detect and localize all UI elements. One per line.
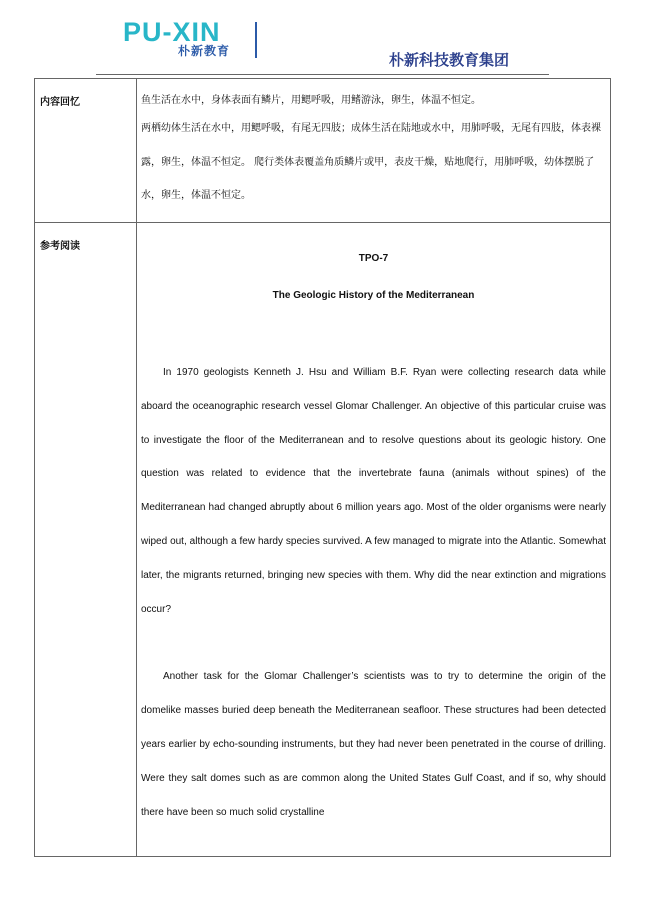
logo-chinese-text: 朴新教育 xyxy=(178,44,231,58)
reading-label: 参考阅读 xyxy=(35,223,137,857)
company-name: 朴新科技教育集团 xyxy=(389,51,510,69)
reading-title: TPO-7 xyxy=(358,253,389,264)
reading-paragraph: Another task for the Glomar Challenger’s scientists was to try to determine the origin of the domelike masses buried deep beneath the Mediterranean seafloor. These structures had been detected years earlier by echo-sounding instruments, but they had never been penetrated in the course of drilling. Were they salt domes such as are common along the United States Gulf Coast, and if so, why should there have been so much solid crystalline xyxy=(141,671,606,818)
reading-subtitle: The Geologic History of the Mediterranean xyxy=(272,290,475,301)
recall-line: 鱼生活在水中，身体表面有鳞片，用鳃呼吸，用鳍游泳，卵生，体温不恒定。 xyxy=(141,95,481,106)
content-table xyxy=(34,78,611,857)
reading-row xyxy=(35,223,611,857)
reading-content xyxy=(137,223,611,857)
page-header xyxy=(0,0,645,80)
recall-label: 内容回忆 xyxy=(35,79,137,223)
company-logo xyxy=(123,18,273,62)
logo-divider xyxy=(255,22,257,58)
recall-content xyxy=(137,79,611,223)
recall-row xyxy=(35,79,611,223)
logo-latin-text: PU-XIN xyxy=(123,17,221,47)
reading-paragraph: In 1970 geologists Kenneth J. Hsu and William B.F. Ryan were collecting research data while aboard the oceanographic research vessel Glomar Challenger. An objective of this particular cruise was to investigate the floor of the Mediterranean and to resolve questions about its geologic history. One question was related to evidence that the invertebrate fauna (animals without spines) of the Mediterranean had changed abruptly about 6 million years ago. Most of the older organisms were nearly wiped out, although a few hardy species survived. A few managed to migrate into the Atlantic. Somewhat later, the migrants returned, bringing new species with them. Why did the near extinction and migrations occur? xyxy=(141,367,606,615)
header-divider xyxy=(96,74,549,75)
recall-line: 两栖幼体生活在水中，用鳃呼吸，有尾无四肢；成体生活在陆地或水中，用肺呼吸，无尾有四肢，体表裸露，卵生，体温不恒定。 爬行类体表覆盖角质鳞片或甲，表皮干燥，贴地爬行，用肺呼吸，幼体摆脱了水，卵生，体温不恒定。 xyxy=(141,123,601,201)
